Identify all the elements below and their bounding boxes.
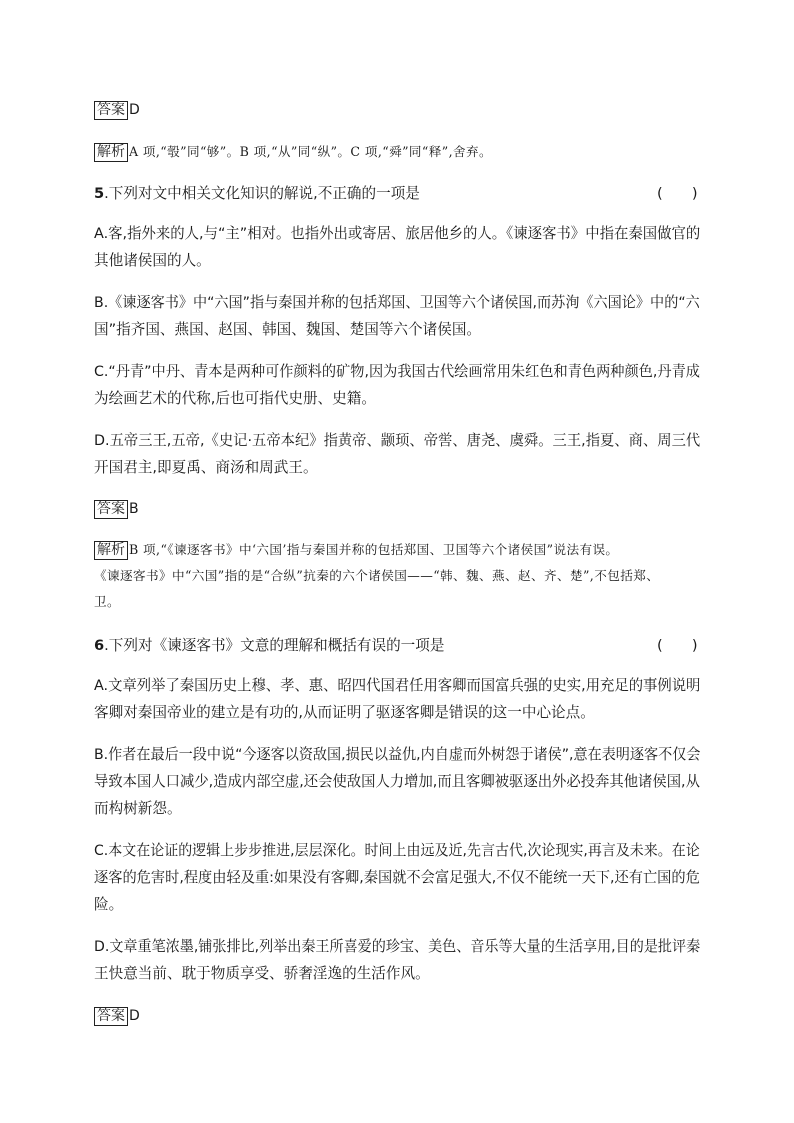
question-6-stem: [94, 636, 444, 656]
option-d-line-2: 开国君主,即夏禹、商汤和周武王。: [94, 459, 318, 476]
answer-blank: ( ): [657, 185, 698, 202]
explanation-continued: 卫。: [94, 594, 120, 609]
explanation-tag: 解析: [94, 541, 128, 560]
explanation-continued: 《谏逐客书》中“六国”指的是“合纵”抗秦的六个诸侯国——“韩、魏、燕、赵、齐、楚”,不包括郑、: [94, 568, 660, 583]
option-a-line-2: 其他诸侯国的人。: [94, 252, 211, 269]
question-number: 6: [94, 637, 105, 654]
option-a-line-1: A.文章列举了秦国历史上穆、孝、惠、昭四代国君任用客卿而国富兵强的史实,用充足的事例说明: [94, 677, 701, 694]
answer-line: [94, 100, 140, 120]
explanation-line: [94, 142, 492, 162]
answer-value: B: [129, 501, 139, 517]
option-d-line-1: D.五帝三王,五帝,《史记·五帝本纪》指黄帝、颛顼、帝喾、唐尧、虞舜。三王,指夏、商、周三代: [94, 432, 701, 449]
answer-tag: 答案: [94, 101, 128, 120]
explanation-line: [94, 540, 618, 560]
explanation-text: A 项,“彀”同“够”。B 项,“从”同“纵”。C 项,“舜”同“释”,舍弃。: [129, 144, 492, 159]
answer-tag: 答案: [94, 1007, 128, 1026]
option-c-line-1: C.“丹青”中丹、青本是两种可作颜料的矿物,因为我国古代绘画常用朱红色和青色两种颜色,丹青成: [94, 363, 700, 380]
option-a-line-1: A.客,指外来的人,与“主”相对。也指外出或寄居、旅居他乡的人。《谏逐客书》中指在秦国做官的: [94, 225, 701, 242]
answer-tag: 答案: [94, 500, 128, 519]
answer-line: [94, 1006, 140, 1026]
explanation-tag: 解析: [94, 143, 128, 162]
option-b-line-3: 而构树新怨。: [94, 800, 182, 817]
answer-value: D: [129, 1008, 140, 1024]
option-c-line-3: 险。: [94, 896, 124, 913]
question-text: .下列对《谏逐客书》文意的理解和概括有误的一项是: [104, 637, 445, 654]
answer-value: D: [129, 102, 140, 118]
option-d-line-1: D.文章重笔浓墨,铺张排比,列举出秦王所喜爱的珍宝、美色、音乐等大量的生活享用,目的是批评秦: [94, 938, 701, 955]
option-b-line-1: B.《谏逐客书》中“六国”指与秦国并称的包括郑国、卫国等六个诸侯国,而苏洵《六国论》中的“六: [94, 294, 700, 311]
explanation-text: B 项,“《谏逐客书》中‘六国’指与秦国并称的包括郑国、卫国等六个诸侯国”说法有误。: [129, 542, 619, 557]
option-c-line-2: 逐客的危害时,程度由轻及重:如果没有客卿,秦国就不会富足强大,不仅不能统一天下,还有亡国的危: [94, 869, 700, 886]
question-number: 5: [94, 185, 105, 202]
option-b-line-2: 导致本国人口减少,造成内部空虚,还会使敌国人力增加,而且客卿被驱逐出外必投奔其他诸侯国,从: [94, 773, 700, 790]
option-b-line-2: 国”指齐国、燕国、赵国、韩国、魏国、楚国等六个诸侯国。: [94, 321, 482, 338]
answer-blank: ( ): [657, 637, 698, 654]
option-d-line-2: 王快意当前、耽于物质享受、骄奢淫逸的生活作风。: [94, 965, 430, 982]
question-text: .下列对文中相关文化知识的解说,不正确的一项是: [104, 185, 420, 202]
option-c-line-2: 为绘画艺术的代称,后也可指代史册、史籍。: [94, 390, 376, 407]
option-c-line-1: C.本文在论证的逻辑上步步推进,层层深化。时间上由远及近,先言古代,次论现实,再言及未来。在论: [94, 842, 700, 859]
option-a-line-2: 客卿对秦国帝业的建立是有功的,从而证明了驱逐客卿是错误的这一中心论点。: [94, 704, 595, 721]
question-5-stem: [94, 184, 420, 204]
option-b-line-1: B.作者在最后一段中说“今逐客以资敌国,损民以益仇,内自虚而外树怨于诸侯”,意在表明逐客不仅会: [94, 746, 701, 763]
answer-line: [94, 499, 139, 519]
